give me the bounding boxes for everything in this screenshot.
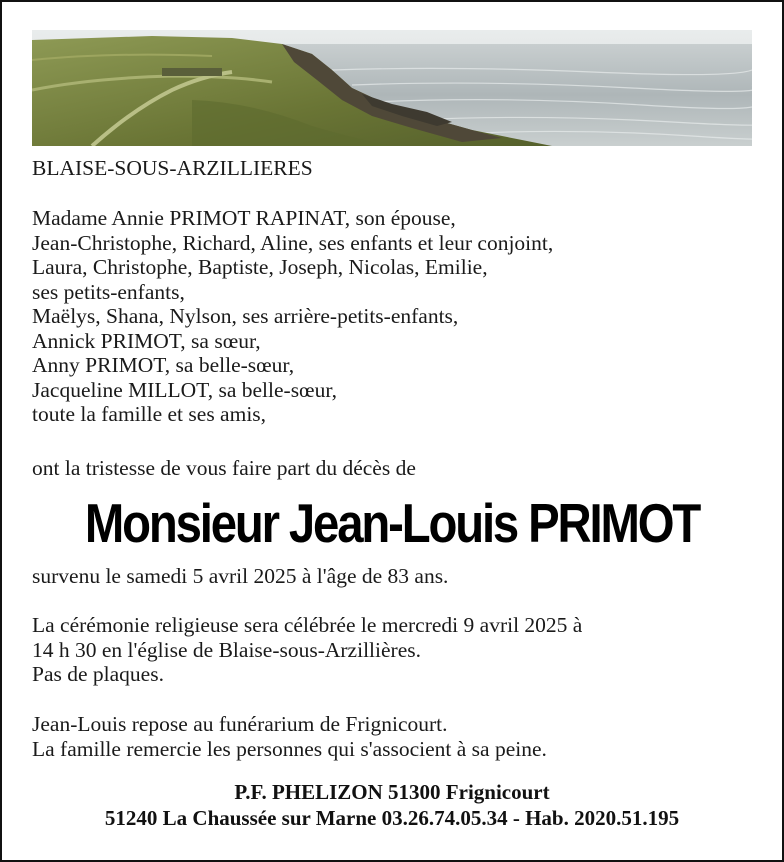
family-line: Maëlys, Shana, Nylson, ses arrière-petits-enfants, (32, 304, 459, 328)
intro-text: ont la tristesse de vous faire part du décès de (32, 456, 416, 480)
ceremony-line: 14 h 30 en l'église de Blaise-sous-Arzillières. (32, 637, 421, 662)
family-line: Annick PRIMOT, sa sœur, (32, 328, 261, 353)
announcement-intro (32, 456, 752, 481)
town-name: BLAISE-SOUS-ARZILLIERES (32, 156, 313, 180)
funeral-home-name: P.F. PHELIZON 51300 Frignicourt (234, 780, 550, 804)
header-photo (32, 30, 752, 146)
death-notice (32, 564, 752, 589)
family-line: Jean-Christophe, Richard, Aline, ses enfants et leur conjoint, (32, 230, 554, 255)
deceased-name: Monsieur Jean-Louis PRIMOT (84, 492, 700, 554)
town-heading (32, 156, 752, 181)
family-line: Anny PRIMOT, sa belle-sœur, (32, 353, 295, 377)
death-text: survenu le samedi 5 avril 2025 à l'âge de 83 ans. (32, 564, 449, 588)
ceremony-line: La cérémonie religieuse sera célébrée le mercredi 9 avril 2025 à (32, 613, 583, 637)
coastal-landscape-image (32, 30, 752, 146)
funeral-home-footer (0, 780, 784, 831)
family-line: ses petits-enfants, (32, 279, 185, 304)
family-line: Laura, Christophe, Baptiste, Joseph, Nicolas, Emilie, (32, 255, 488, 279)
repose-details (32, 712, 752, 761)
family-line: Madame Annie PRIMOT RAPINAT, son épouse, (32, 206, 456, 230)
repose-line: Jean-Louis repose au funérarium de Frignicourt. (32, 712, 448, 736)
repose-line: La famille remercie les personnes qui s'associent à sa peine. (32, 736, 547, 761)
funeral-home-contact: 51240 La Chaussée sur Marne 03.26.74.05.34 - Hab. 2020.51.195 (104, 805, 680, 830)
family-list (32, 206, 752, 427)
family-line: Jacqueline MILLOT, sa belle-sœur, (32, 377, 338, 402)
ceremony-details (32, 613, 752, 687)
ceremony-line: Pas de plaques. (32, 662, 164, 686)
family-line: toute la famille et ses amis, (32, 402, 267, 426)
